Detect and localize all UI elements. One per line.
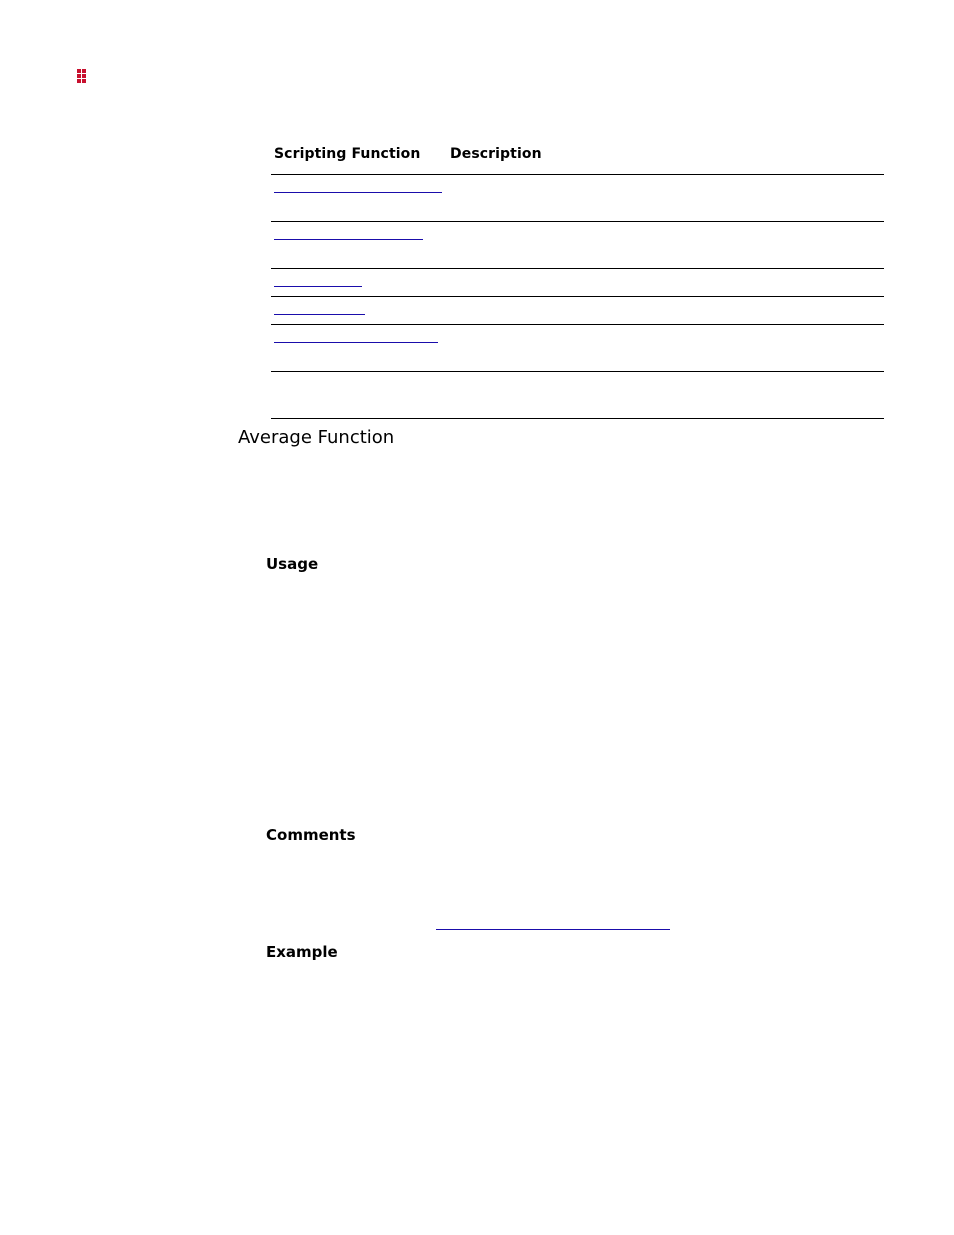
comments-reference-link[interactable]	[436, 915, 670, 930]
usage-heading: Usage	[266, 555, 319, 573]
function-link[interactable]	[274, 178, 442, 193]
scripting-functions-table	[271, 142, 884, 419]
example-heading: Example	[266, 943, 338, 961]
function-link[interactable]	[274, 300, 365, 315]
brand-logo-icon	[77, 69, 91, 86]
table-header-row	[271, 142, 884, 175]
table-row	[271, 297, 884, 325]
function-link[interactable]	[274, 272, 362, 287]
comments-heading: Comments	[266, 826, 356, 844]
table-row	[271, 325, 884, 372]
table-row	[271, 269, 884, 297]
column-header-function: Scripting Function	[274, 146, 421, 162]
table-row	[271, 175, 884, 222]
table-row	[271, 222, 884, 269]
column-header-description: Description	[450, 146, 542, 162]
table-row	[271, 372, 884, 419]
section-title: Average Function	[238, 427, 395, 448]
function-link[interactable]	[274, 328, 438, 343]
function-link[interactable]	[274, 225, 423, 240]
